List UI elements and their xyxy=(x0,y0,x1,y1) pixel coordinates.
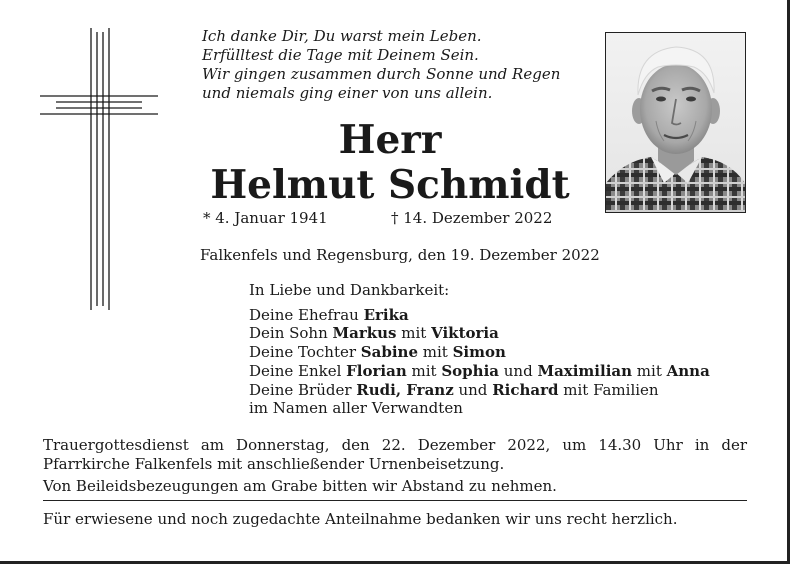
mourners-list xyxy=(249,281,710,418)
mourners-heading: In Liebe und Dankbarkeit: xyxy=(249,281,450,299)
salutation: Herr xyxy=(338,117,442,163)
mourner-line xyxy=(249,306,710,325)
mourner-text: Deine Ehefrau xyxy=(249,305,364,324)
mourner-name: Rudi, Franz xyxy=(356,380,454,399)
mourner-text: mit xyxy=(417,343,453,362)
place-and-date: Falkenfels und Regensburg, den 19. Dezember 2022 xyxy=(200,246,600,264)
mourner-name: Maximilian xyxy=(537,361,633,380)
mourner-text: mit xyxy=(406,361,442,380)
portrait-photo xyxy=(605,32,746,213)
mourner-text: mit Familien xyxy=(558,380,659,399)
mourner-name: Sophia xyxy=(441,361,499,380)
mourner-text: Deine Enkel xyxy=(249,361,347,380)
mourner-line xyxy=(249,362,710,381)
mourner-text: mit xyxy=(396,324,432,343)
poem-line: Erfülltest die Tage mit Deinem Sein. xyxy=(202,46,479,64)
condolence-notice: Von Beileidsbezeugungen am Grabe bitten wir Abstand zu nehmen. xyxy=(43,477,557,495)
mourner-text: Dein Sohn xyxy=(249,324,333,343)
divider xyxy=(43,500,747,501)
mourner-name: Anna xyxy=(666,361,710,380)
poem-line: Wir gingen zusammen durch Sonne und Regen xyxy=(202,65,561,83)
mourner-name: Erika xyxy=(363,305,409,324)
death-date: † 14. Dezember 2022 xyxy=(391,209,553,227)
mourner-text: und xyxy=(453,380,493,399)
poem-line: und niemals ging einer von uns allein. xyxy=(202,84,493,102)
birth-date: * 4. Januar 1941 xyxy=(203,209,328,227)
mourner-name: Markus xyxy=(332,324,397,343)
cross-icon xyxy=(40,28,158,310)
mourner-text: Deine Tochter xyxy=(249,343,361,362)
mourner-line xyxy=(249,381,710,400)
mourner-name: Sabine xyxy=(360,343,418,362)
mourner-line xyxy=(249,324,710,343)
mourner-text: und xyxy=(499,361,538,380)
mourner-name: Richard xyxy=(492,380,559,399)
mourner-text: im Namen aller Verwandten xyxy=(249,399,463,418)
mourner-lines xyxy=(249,306,710,418)
poem xyxy=(202,27,602,103)
mourner-name: Simon xyxy=(452,343,506,362)
mourner-text: Deine Brüder xyxy=(249,380,357,399)
poem-line: Ich danke Dir, Du warst mein Leben. xyxy=(202,27,482,45)
deceased-name: Helmut Schmidt xyxy=(210,162,570,208)
thanks-note: Für erwiesene und noch zugedachte Anteilnahme bedanken wir uns recht herzlich. xyxy=(43,510,678,528)
mourner-text: mit xyxy=(632,361,667,380)
mourner-line xyxy=(249,343,710,362)
mourner-line xyxy=(249,399,710,418)
mourner-name: Viktoria xyxy=(431,324,499,343)
service-notice: Trauergottesdienst am Donnerstag, den 22. Dezember 2022, um 14.30 Uhr in der Pfarrkirche Falkenfels mit anschließender Urnenbeisetzung. xyxy=(43,436,747,473)
mourner-name: Florian xyxy=(346,361,407,380)
